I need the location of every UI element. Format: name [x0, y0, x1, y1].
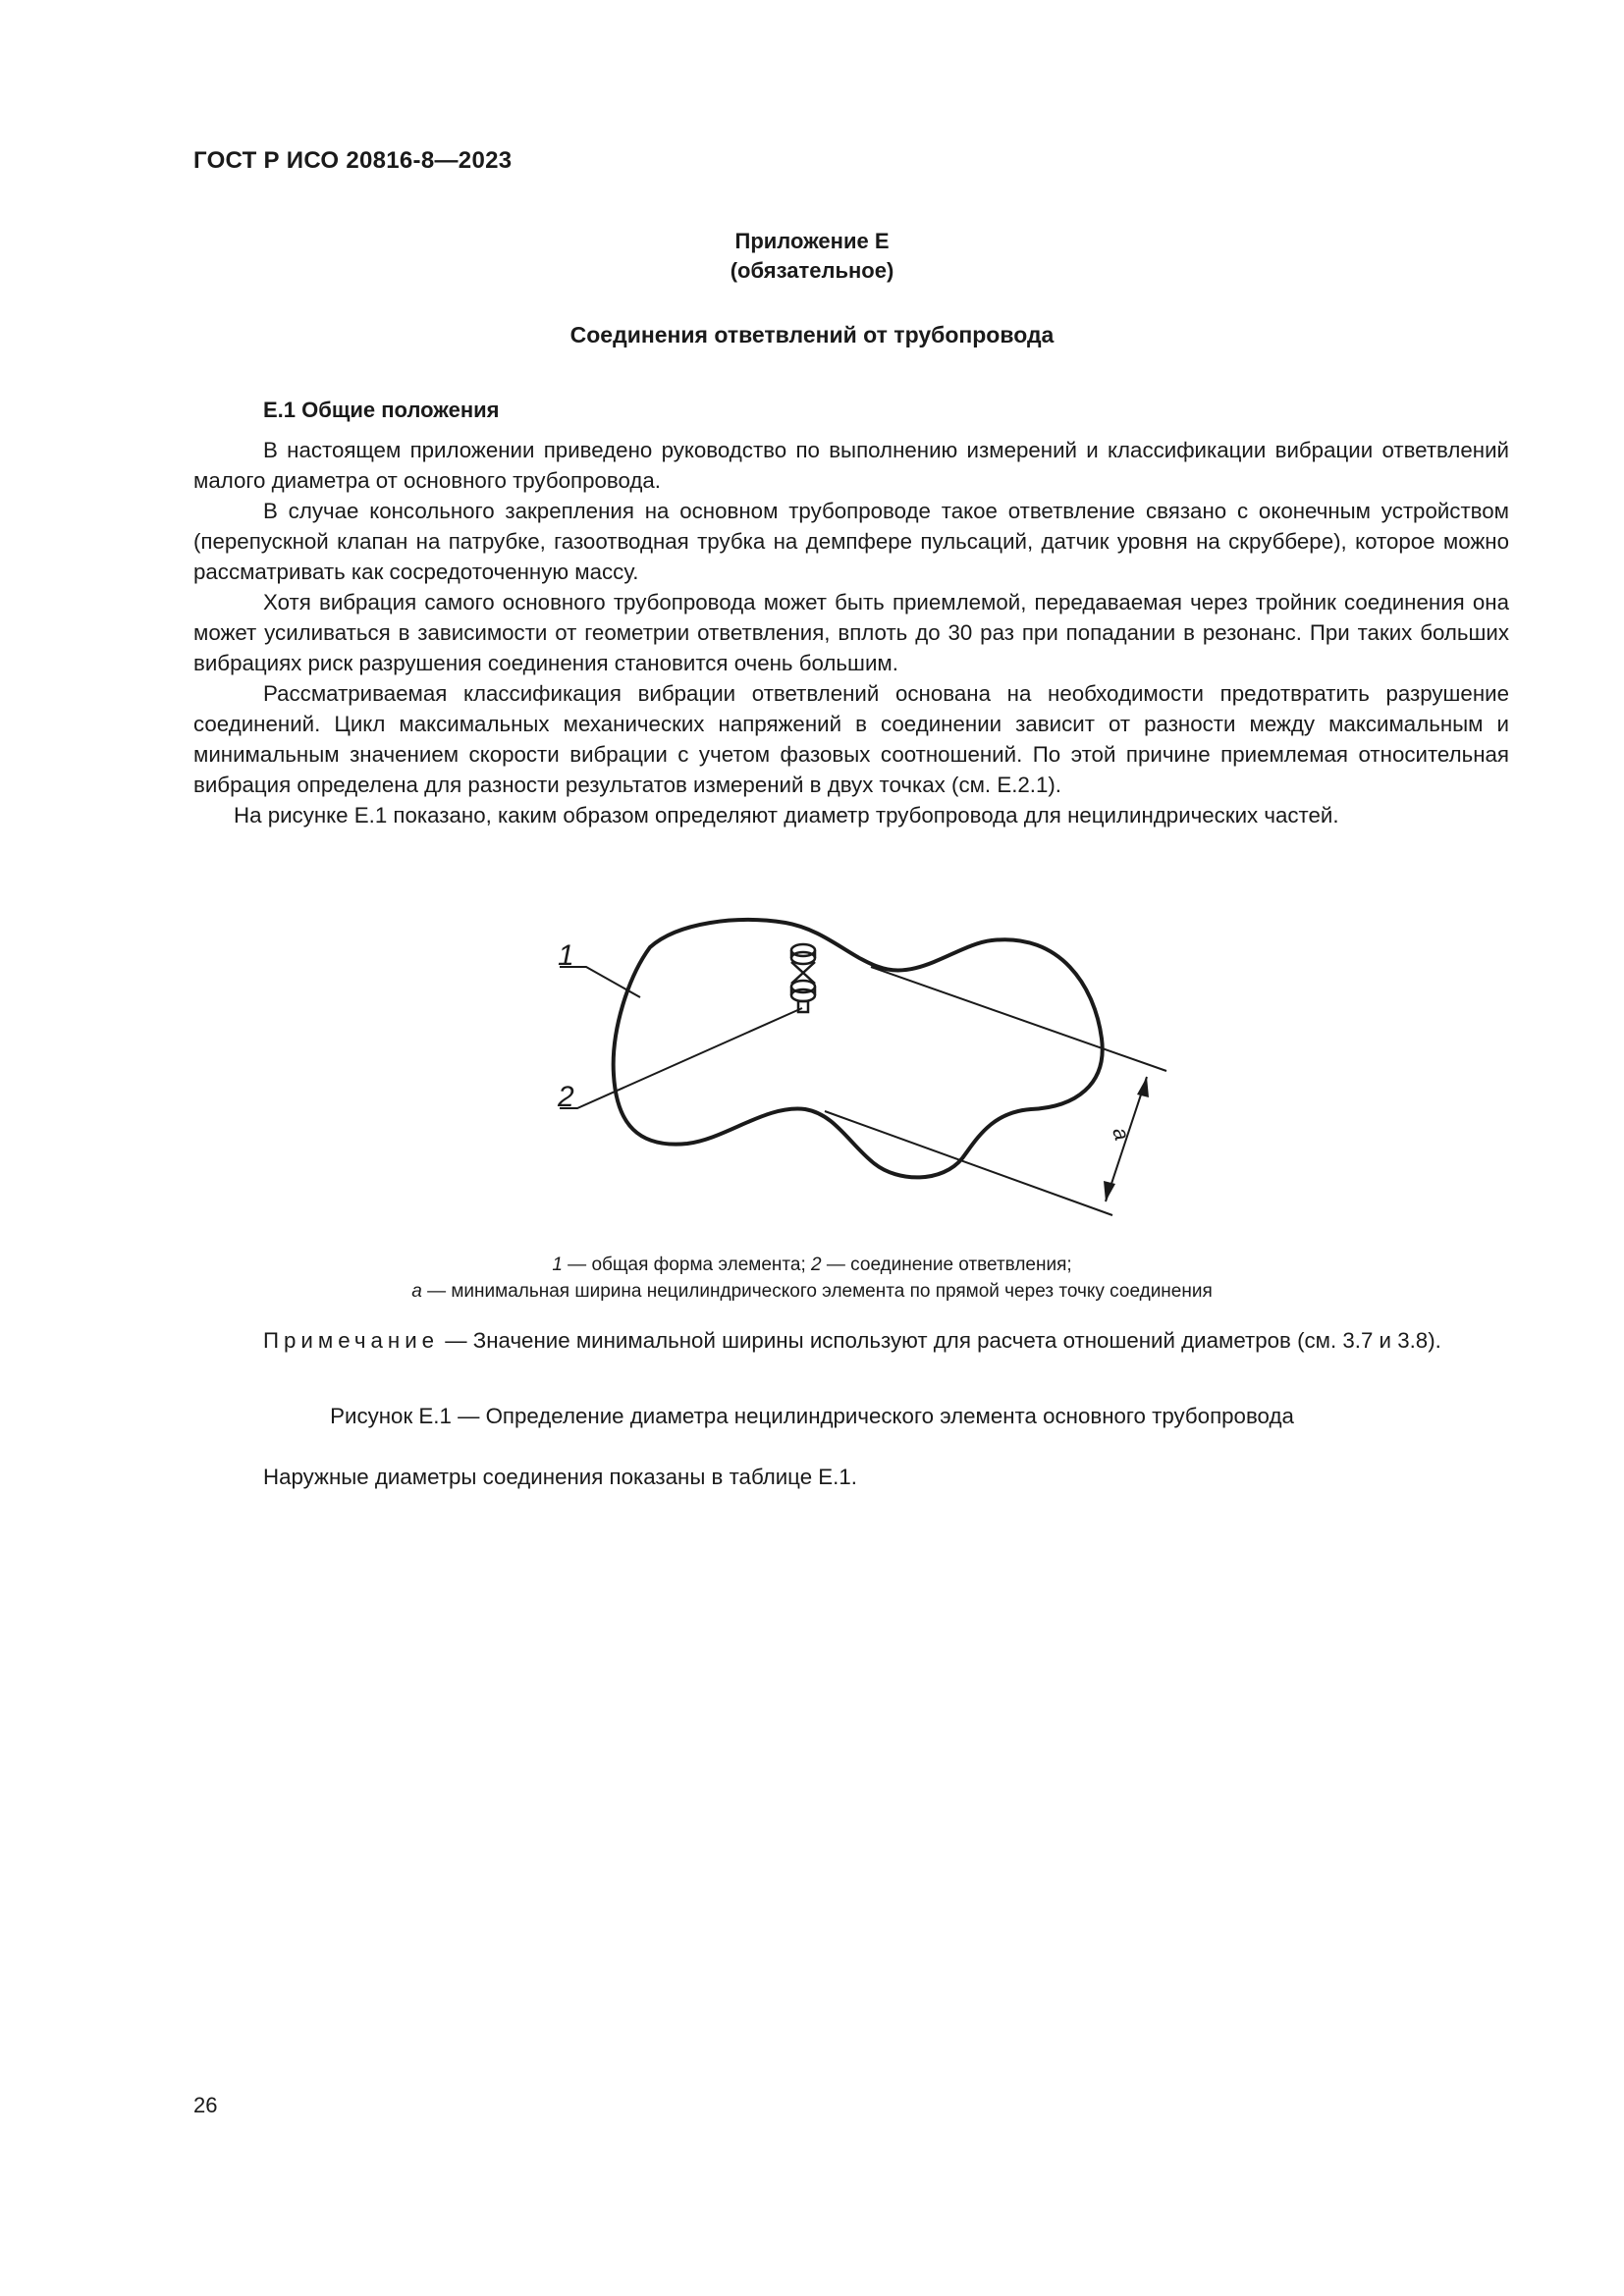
paragraph-2: В случае консольного закрепления на основном трубопроводе такое ответвление связано с оконечным устройством (перепускной клапан на патрубке, газоотводная трубка на демпфере пульсаций, датчик уровня на скруббере), которое можно рассматривать как сосредоточенную массу.	[193, 499, 1509, 584]
width-dimension	[825, 967, 1166, 1215]
branch-connection-symbol	[791, 944, 815, 1012]
section-heading: E.1 Общие положения	[263, 398, 500, 422]
closing-paragraph: Наружные диаметры соединения показаны в таблице E.1.	[263, 1465, 857, 1489]
leader-lines	[560, 967, 802, 1108]
paragraph-5: На рисунке E.1 показано, каким образом определяют диаметр трубопровода для нецилиндрических частей.	[234, 803, 1339, 828]
figure-caption-line-2	[0, 1278, 1624, 1305]
paragraph-3: Хотя вибрация самого основного трубопровода может быть приемлемой, передаваемая через тройник соединения она может усиливаться в зависимости от геометрии ответвления, вплоть до 30 раз при попадании в резонанс. При таких больших вибрациях риск разрушения соединения становится очень большим.	[193, 590, 1509, 675]
caption-desc-2: — соединение ответвления;	[821, 1255, 1072, 1275]
caption-desc-1: — общая форма элемента;	[562, 1255, 812, 1275]
page-number: 26	[193, 2093, 218, 2117]
callout-label-2: 2	[558, 1081, 574, 1113]
paragraph-4: Рассматриваемая классификация вибрации ответвлений основана на необходимости предотвратить разрушение соединений. Цикл максимальных механических напряжений в соединении зависит от разности между максимальным и минимальным значением скорости вибрации с учетом фазовых соотношений. По этой причине приемлемая относительная вибрация определена для разности результатов измерений в двух точках (см. E.2.1).	[193, 681, 1509, 797]
annex-label: Приложение E	[734, 229, 890, 253]
figure-note	[193, 1325, 1509, 1356]
element-outline	[614, 920, 1103, 1177]
figure-title: Рисунок E.1 — Определение диаметра нецилиндрического элемента основного трубопровода	[330, 1404, 1294, 1428]
note-label: Примечание	[263, 1328, 440, 1353]
caption-desc-a: — минимальная ширина нецилиндрического элемента по прямой через точку соединения	[421, 1281, 1213, 1302]
annex-status: (обязательное)	[730, 258, 894, 283]
caption-key-2: 2	[811, 1255, 822, 1275]
dimension-label-a: a	[1108, 1124, 1135, 1144]
note-text: — Значение минимальной ширины используют для расчета отношений диаметров (см. 3.7 и 3.8).	[439, 1328, 1441, 1353]
standard-designation: ГОСТ Р ИСО 20816-8—2023	[193, 147, 513, 174]
figure-caption-line-1	[0, 1252, 1624, 1278]
annex-title: Соединения ответвлений от трубопровода	[569, 322, 1055, 347]
caption-key-a: a	[411, 1281, 422, 1302]
callout-label-1: 1	[558, 939, 574, 972]
caption-key-1: 1	[552, 1255, 563, 1275]
paragraph-1: В настоящем приложении приведено руководство по выполнению измерений и классификации вибрации ответвлений малого диаметра от основного трубопровода.	[193, 438, 1509, 493]
